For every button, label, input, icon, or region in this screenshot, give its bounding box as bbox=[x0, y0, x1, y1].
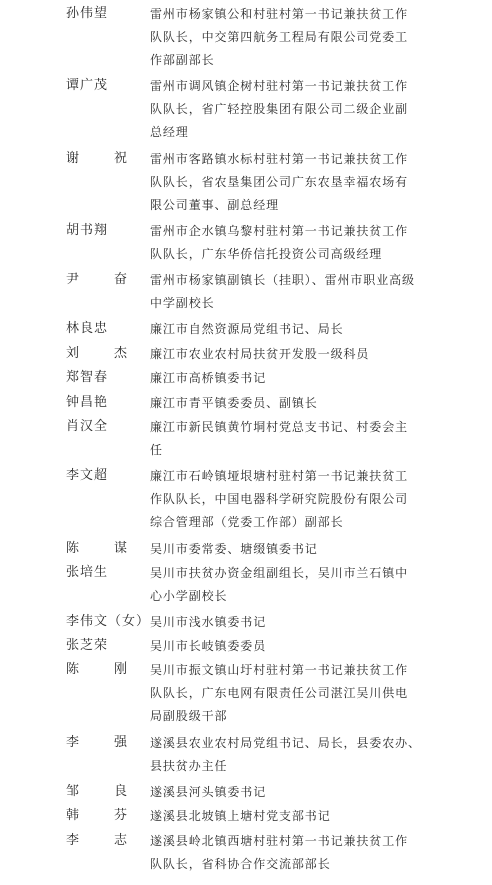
person-name: 陈 谋 bbox=[66, 541, 139, 556]
position-description bbox=[150, 662, 436, 731]
position-line: 县扶贫办主任 bbox=[150, 759, 228, 773]
position-description bbox=[150, 78, 436, 147]
position-description bbox=[150, 223, 436, 269]
position-line: 作队队长，中国电器科学研究院股份有限公司 bbox=[150, 492, 409, 506]
person-name: 李 强 bbox=[66, 735, 139, 750]
person-name: 孙伟望 bbox=[66, 6, 109, 21]
position-line: 任 bbox=[150, 443, 163, 457]
position-line: 雷州市企水镇乌黎村驻村第一书记兼扶贫工作 bbox=[150, 224, 409, 238]
position-line: 雷州市调风镇企树村驻村第一书记兼扶贫工作 bbox=[150, 79, 409, 93]
person-name: 李 志 bbox=[66, 833, 139, 848]
position-line: 廉江市新民镇黄竹垌村党总支书记、村委会主 bbox=[150, 420, 409, 434]
position-description bbox=[150, 614, 436, 637]
position-line: 吴川市浅水镇委书记 bbox=[150, 615, 267, 629]
position-line: 吴川市扶贫办资金组副组长，吴川市兰石镇中 bbox=[150, 566, 409, 580]
position-line: 廉江市石岭镇垭垠塘村驻村第一书记兼扶贫工 bbox=[150, 469, 409, 483]
position-line: 吴川市振文镇山圩村驻村第一书记兼扶贫工作 bbox=[150, 663, 409, 677]
position-description bbox=[150, 419, 436, 465]
position-line: 吴川市长岐镇委委员 bbox=[150, 639, 267, 653]
person-name: 张芝荣 bbox=[66, 638, 109, 653]
position-description bbox=[150, 272, 436, 318]
position-description bbox=[150, 6, 436, 75]
position-line: 局副股级干部 bbox=[150, 709, 228, 723]
position-line: 综合管理部（党委工作部）副部长 bbox=[150, 515, 344, 529]
position-line: 雷州市客路镇水标村驻村第一书记兼扶贫工作 bbox=[150, 152, 409, 166]
position-description bbox=[150, 395, 436, 418]
position-description bbox=[150, 468, 436, 537]
position-description bbox=[150, 735, 436, 781]
position-description bbox=[150, 833, 436, 879]
person-name: 邹 良 bbox=[66, 784, 139, 799]
person-name: 胡书翔 bbox=[66, 223, 109, 238]
position-line: 队队长，省科协合作交流部部长 bbox=[150, 857, 331, 871]
position-line: 廉江市高桥镇委书记 bbox=[150, 371, 267, 385]
person-name: 钟昌艳 bbox=[66, 395, 109, 410]
position-line: 队队长，广东电网有限责任公司湛江吴川供电 bbox=[150, 686, 409, 700]
position-description bbox=[150, 151, 436, 220]
position-line: 廉江市自然资源局党组书记、局长 bbox=[150, 322, 344, 336]
position-description bbox=[150, 565, 436, 611]
position-description bbox=[150, 370, 436, 393]
position-line: 作部副部长 bbox=[150, 53, 215, 67]
position-line: 队队长，中交第四航务工程局有限公司党委工 bbox=[150, 30, 409, 44]
person-name: 李文超 bbox=[66, 468, 109, 483]
person-name: 郑智春 bbox=[66, 370, 109, 385]
person-name: 韩 芬 bbox=[66, 808, 139, 823]
position-line: 遂溪县岭北镇西塘村驻村第一书记兼扶贫工作 bbox=[150, 834, 409, 848]
position-line: 雷州市杨家镇副镇长（挂职）、雷州市职业高级 bbox=[150, 273, 415, 287]
position-line: 队队长，广东华侨信托投资公司高级经理 bbox=[150, 247, 383, 261]
person-name: 张培生 bbox=[66, 565, 109, 580]
position-description bbox=[150, 784, 436, 807]
person-name: 陈 刚 bbox=[66, 662, 139, 677]
position-description bbox=[150, 346, 436, 369]
position-description bbox=[150, 808, 436, 831]
person-name: 尹 奋 bbox=[66, 272, 139, 287]
position-line: 廉江市青平镇委委员、副镇长 bbox=[150, 396, 318, 410]
position-line: 遂溪县河头镇委书记 bbox=[150, 785, 267, 799]
position-line: 吴川市委常委、塘缀镇委书记 bbox=[150, 542, 318, 556]
person-name: 刘 杰 bbox=[66, 346, 139, 361]
position-line: 队队长，省农垦集团公司广东农垦幸福农场有 bbox=[150, 175, 409, 189]
person-name: 谭广茂 bbox=[66, 78, 109, 93]
person-name: 李伟文（女） bbox=[66, 614, 151, 629]
position-description bbox=[150, 321, 436, 344]
position-line: 限公司董事、副总经理 bbox=[150, 198, 280, 212]
position-line: 队队长，省广轻控股集团有限公司二级企业副 bbox=[150, 102, 409, 116]
position-line: 中学副校长 bbox=[150, 296, 215, 310]
person-name: 林良忠 bbox=[66, 321, 109, 336]
position-line: 廉江市农业农村局扶贫开发股一级科员 bbox=[150, 347, 370, 361]
position-line: 遂溪县农业农村局党组书记、局长，县委农办、 bbox=[150, 736, 421, 750]
position-line: 总经理 bbox=[150, 125, 189, 139]
position-line: 雷州市杨家镇公和村驻村第一书记兼扶贫工作 bbox=[150, 7, 409, 21]
position-line: 心小学副校长 bbox=[150, 589, 228, 603]
person-name: 肖汉全 bbox=[66, 419, 109, 434]
position-description bbox=[150, 638, 436, 661]
position-line: 遂溪县北坡镇上塘村党支部书记 bbox=[150, 809, 331, 823]
person-name: 谢 祝 bbox=[66, 151, 139, 166]
position-description bbox=[150, 541, 436, 564]
